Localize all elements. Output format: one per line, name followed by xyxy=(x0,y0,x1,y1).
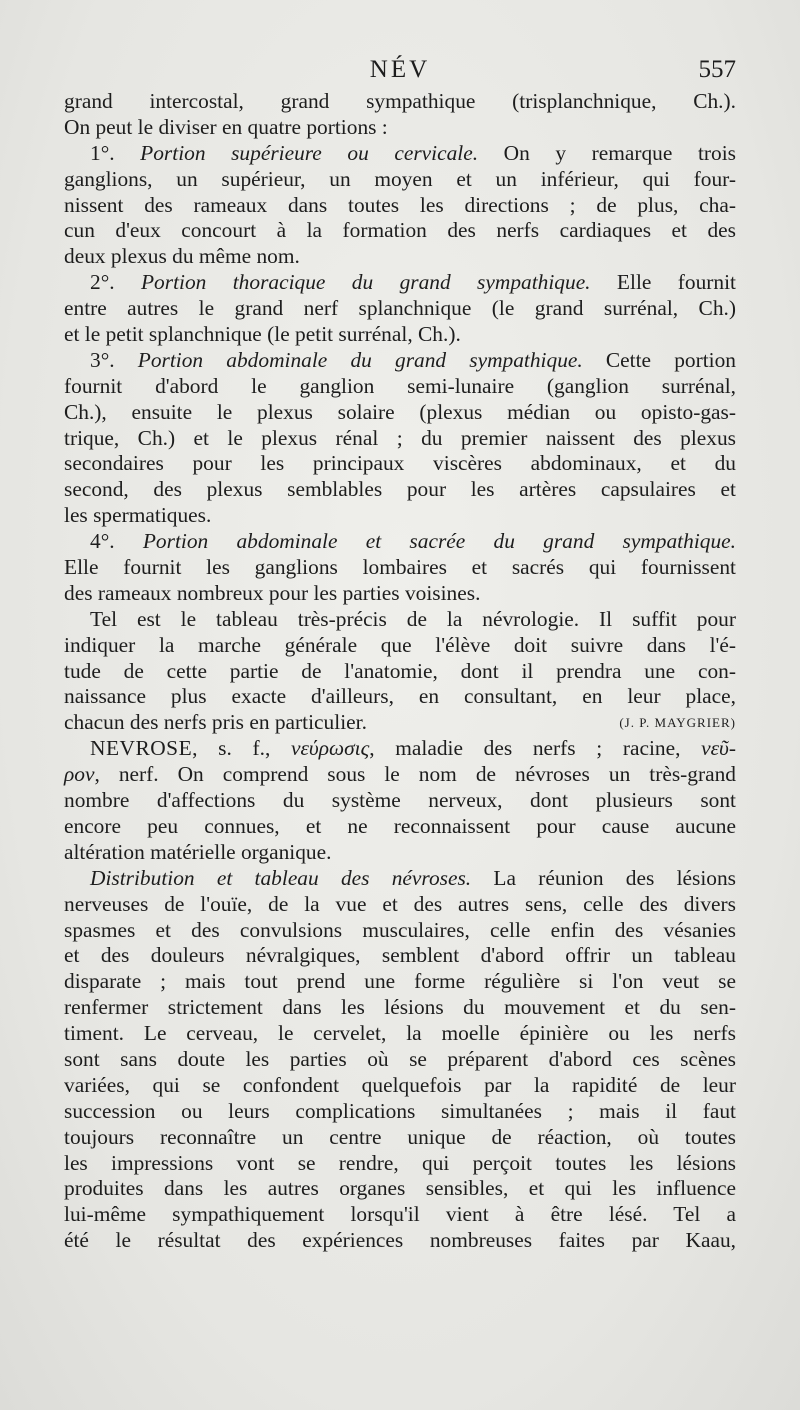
line-text: Elle fournit les ganglions lombaires et sacrés qui fournissent xyxy=(64,555,736,580)
line-text: nombre d'affections du système nerveux, dont plusieurs sont xyxy=(64,788,736,813)
line-prefix: 4°. xyxy=(90,529,143,554)
italic-text: Distribution et tableau des névroses. xyxy=(90,865,472,890)
text-line xyxy=(64,503,736,529)
line-text: produites dans les autres organes sensibles, et qui les influence xyxy=(64,1176,736,1201)
line-text: nerveuses de l'ouïe, de la vue et des autres sens, celle des divers xyxy=(64,891,736,916)
text-line xyxy=(64,1202,736,1228)
line-text: ganglions, un supérieur, un moyen et un inférieur, qui four- xyxy=(64,166,736,191)
text-line xyxy=(64,1099,736,1125)
text-line xyxy=(64,710,736,736)
text-line xyxy=(64,866,736,892)
line-text: et le petit splanchnique (le petit surrénal, Ch.). xyxy=(64,322,461,347)
text-line xyxy=(64,218,736,244)
text-line xyxy=(64,426,736,452)
text-line xyxy=(64,193,736,219)
line-text: les spermatiques. xyxy=(64,503,212,528)
text-line xyxy=(64,529,736,555)
line-text: lui-même sympathiquement lorsqu'il vient à être lésé. Tel a xyxy=(64,1202,736,1227)
line-text: des rameaux nombreux pour les parties voisines. xyxy=(64,580,481,605)
running-head: NÉV xyxy=(369,56,431,83)
italic-text: νεῦ- xyxy=(701,736,736,761)
italic-text: ρον xyxy=(64,762,95,787)
page-header xyxy=(64,56,736,92)
text-line xyxy=(64,969,736,995)
line-suffix: Elle fournit xyxy=(590,270,736,295)
text-line xyxy=(64,477,736,503)
text-line xyxy=(64,684,736,710)
text-line xyxy=(64,115,736,141)
text-line xyxy=(64,814,736,840)
line-text: cun d'eux concourt à la formation des nerfs cardiaques et des xyxy=(64,218,736,243)
text-line xyxy=(64,943,736,969)
text-line xyxy=(64,1047,736,1073)
line-prefix: 2°. xyxy=(90,270,141,295)
line-text: été le résultat des expériences nombreuses faites par Kaau, xyxy=(64,1228,736,1253)
text-line xyxy=(64,141,736,167)
line-suffix: , s. f., xyxy=(192,736,291,761)
text-line xyxy=(64,840,736,866)
text-line xyxy=(64,736,736,762)
text-line xyxy=(64,762,736,788)
text-line xyxy=(64,1021,736,1047)
line-text: entre autres le grand nerf splanchnique (le grand surrénal, Ch.) xyxy=(64,296,736,321)
text-line xyxy=(64,244,736,270)
text-line xyxy=(64,167,736,193)
line-suffix: , maladie des nerfs ; racine, xyxy=(369,736,702,761)
text-line xyxy=(64,296,736,322)
line-text: secondaires pour les principaux viscères abdominaux, et du xyxy=(64,451,736,476)
line-suffix: , nerf. On comprend sous le nom de névroses un très-grand xyxy=(94,762,736,787)
text-line xyxy=(64,633,736,659)
line-text: Tel est le tableau très-précis de la névrologie. Il suffit pour xyxy=(90,606,736,631)
text-line xyxy=(64,400,736,426)
line-text: naissance plus exacte d'ailleurs, en consultant, en leur place, xyxy=(64,684,736,709)
text-line xyxy=(64,1176,736,1202)
text-line xyxy=(64,555,736,581)
page-number: 557 xyxy=(698,56,736,83)
text-line xyxy=(64,322,736,348)
italic-text: Portion abdominale et sacrée du grand sympathique. xyxy=(142,529,736,554)
line-text: succession ou leurs complications simultanées ; mais il faut xyxy=(64,1098,736,1123)
text-line xyxy=(64,1228,736,1254)
line-text: On peut le diviser en quatre portions : xyxy=(64,114,388,139)
text-line xyxy=(64,892,736,918)
line-text: et des douleurs névralgiques, semblent d'abord offrir un tableau xyxy=(64,943,736,968)
line-suffix: On y remarque trois xyxy=(478,140,736,165)
line-text: nissent des rameaux dans toutes les directions ; de plus, cha- xyxy=(64,192,736,217)
text-line xyxy=(64,659,736,685)
line-text: les impressions vont se rendre, qui perçoit toutes les lésions xyxy=(64,1150,736,1175)
line-text: grand intercostal, grand sympathique (trisplanchnique, Ch.). xyxy=(64,89,736,113)
line-text: disparate ; mais tout prend une forme régulière si l'on veut se xyxy=(64,969,736,994)
text-line xyxy=(64,451,736,477)
line-suffix: Cette portion xyxy=(582,347,736,372)
text-line xyxy=(64,1073,736,1099)
line-text: variées, qui se confondent quelquefois par la rapidité de leur xyxy=(64,1072,736,1097)
line-text: Ch.), ensuite le plexus solaire (plexus médian ou opisto-gas- xyxy=(64,399,736,424)
italic-text: Portion supérieure ou cervicale. xyxy=(140,140,479,165)
line-text: deux plexus du même nom. xyxy=(64,244,300,269)
text-line xyxy=(64,374,736,400)
line-text: spasmes et des convulsions musculaires, celle enfin des vésanies xyxy=(64,917,736,942)
line-text: indiquer la marche générale que l'élève doit suivre dans l'é- xyxy=(64,632,736,657)
text-line xyxy=(64,995,736,1021)
line-text: second, des plexus semblables pour les artères capsulaires et xyxy=(64,477,736,502)
line-suffix: La réunion des lésions xyxy=(471,865,736,890)
line-prefix: 1°. xyxy=(90,140,141,165)
text-line xyxy=(64,1151,736,1177)
line-text: timent. Le cerveau, le cervelet, la moelle épinière ou les nerfs xyxy=(64,1021,736,1046)
line-text: chacun des nerfs pris en particulier. xyxy=(64,710,367,735)
entry-headword: NEVROSE xyxy=(90,736,193,761)
line-text: altération matérielle organique. xyxy=(64,839,332,864)
text-line xyxy=(64,788,736,814)
line-text: toujours reconnaître un centre unique de réaction, où toutes xyxy=(64,1124,736,1149)
text-line xyxy=(64,270,736,296)
line-text: sont sans doute les parties où se préparent d'abord ces scènes xyxy=(64,1046,736,1071)
text-line xyxy=(64,89,736,115)
italic-text: νεύρωσις xyxy=(290,736,370,761)
text-line xyxy=(64,918,736,944)
author-signature: (J. P. MAYGRIER) xyxy=(619,715,736,731)
italic-text: Portion thoracique du grand sympathique. xyxy=(140,270,591,295)
line-text: fournit d'abord le ganglion semi-lunaire (ganglion surrénal, xyxy=(64,373,736,398)
text-line xyxy=(64,348,736,374)
line-prefix: 3°. xyxy=(90,347,138,372)
italic-text: Portion abdominale du grand sympathique. xyxy=(137,347,583,372)
line-text: encore peu connues, et ne reconnaissent pour cause aucune xyxy=(64,813,736,838)
text-line xyxy=(64,581,736,607)
body-text xyxy=(64,89,736,1254)
line-text: renfermer strictement dans les lésions du mouvement et du sen- xyxy=(64,995,736,1020)
text-line xyxy=(64,607,736,633)
line-text: tude de cette partie de l'anatomie, dont il prendra une con- xyxy=(64,658,736,683)
text-line xyxy=(64,1125,736,1151)
line-text: trique, Ch.) et le plexus rénal ; du premier naissent des plexus xyxy=(64,425,736,450)
